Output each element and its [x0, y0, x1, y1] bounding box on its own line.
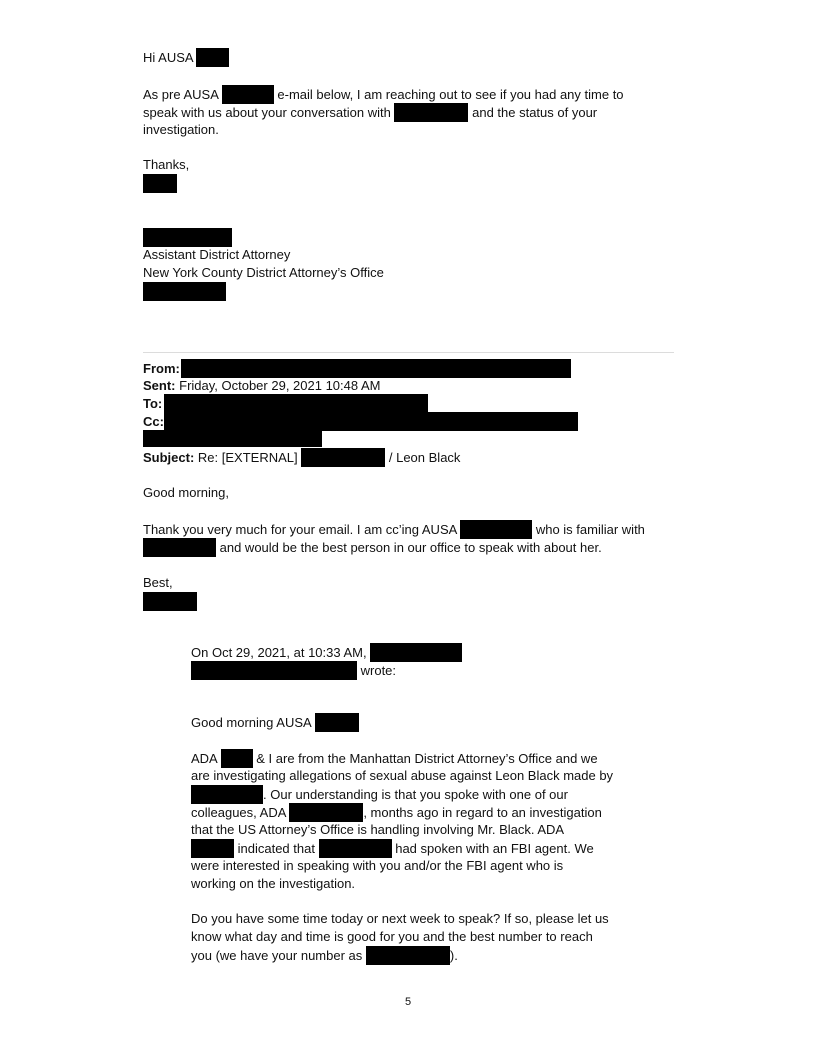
forwarded-closing: Best, — [143, 575, 173, 590]
reply-greeting: Hi AUSA — [143, 48, 229, 67]
forwarded-body-line1: Thank you very much for your email. I am cc’ing AUSA who is familiar with — [143, 522, 645, 537]
header-sent: Sent: Friday, October 29, 2021 10:48 AM — [143, 378, 381, 393]
redaction — [191, 661, 357, 680]
redaction-to — [164, 394, 428, 413]
quoted-p2-line1: Do you have some time today or next week to speak? If so, please let us — [191, 911, 609, 926]
quoted-greeting: Good morning AUSA — [191, 713, 359, 732]
quoted-p1-line3: . Our understanding is that you spoke with one of our — [191, 785, 568, 804]
redaction — [460, 520, 532, 539]
redaction — [191, 839, 234, 858]
header-subject: Subject: Re: [EXTERNAL] / Leon Black — [143, 450, 461, 465]
quoted-p2-line3: you (we have your number as ). — [191, 948, 458, 963]
redaction — [143, 538, 216, 557]
redaction-cc — [164, 412, 578, 431]
signature-title: Assistant District Attorney — [143, 247, 291, 262]
redaction — [221, 749, 253, 768]
reply-body-line2: speak with us about your conversation with and the status of your — [143, 105, 598, 120]
redaction — [191, 785, 263, 804]
header-from: From: — [143, 359, 571, 378]
quoted-p1-line6: indicated that had spoken with an FBI agent. We — [191, 839, 594, 858]
redaction-cc-cont — [143, 430, 322, 447]
redaction-sender-name — [143, 174, 177, 193]
quoted-p1-line7: were interested in speaking with you and/or the FBI agent who is — [191, 858, 564, 873]
redaction — [289, 803, 363, 822]
redaction — [196, 48, 229, 67]
quoted-p1-line2: are investigating allegations of sexual abuse against Leon Black made by — [191, 768, 614, 783]
header-to: To: — [143, 396, 163, 411]
quoted-p2-line2: know what day and time is good for you and the best number to reach — [191, 929, 593, 944]
signature-office: New York County District Attorney’s Office — [143, 265, 384, 280]
redaction — [319, 839, 392, 858]
redaction — [366, 946, 450, 965]
redaction — [315, 713, 359, 732]
redaction — [222, 85, 274, 104]
redaction — [301, 448, 385, 467]
quoted-header: On Oct 29, 2021, at 10:33 AM, — [191, 643, 462, 662]
quoted-p1-line5: that the US Attorney’s Office is handling involving Mr. Black. ADA — [191, 822, 565, 837]
redaction — [181, 359, 571, 378]
reply-body-line1: As pre AUSA e-mail below, I am reaching out to see if you had any time to — [143, 87, 624, 102]
header-cc: Cc: — [143, 414, 164, 429]
redaction-forwarded-sender — [143, 592, 197, 611]
redaction-signature-name — [143, 228, 232, 247]
page-number: 5 — [404, 996, 412, 1008]
forwarded-greeting: Good morning, — [143, 485, 229, 500]
forwarded-body-line2: and would be the best person in our office to speak with about her. — [143, 538, 602, 557]
quoted-header-wrote: wrote: — [191, 661, 396, 680]
quoted-p1-line8: working on the investigation. — [191, 876, 356, 891]
quoted-p1-line1: ADA & I are from the Manhattan District Attorney’s Office and we — [191, 751, 598, 766]
redaction-signature-phone — [143, 282, 226, 301]
redaction — [394, 103, 468, 122]
divider — [143, 352, 674, 353]
reply-closing: Thanks, — [143, 157, 190, 172]
quoted-p1-line4: colleagues, ADA , months ago in regard to an investigation — [191, 805, 602, 820]
redaction — [370, 643, 462, 662]
reply-body-line3: investigation. — [143, 122, 219, 137]
